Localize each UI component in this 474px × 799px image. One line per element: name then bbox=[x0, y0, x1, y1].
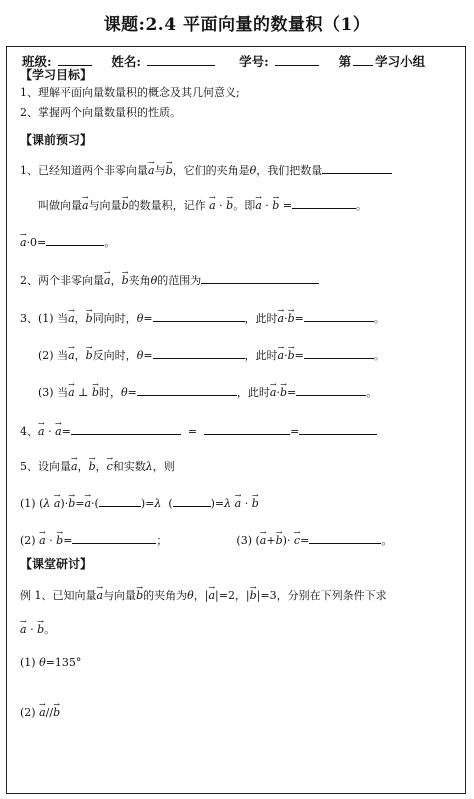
q3-1-dot-blank[interactable] bbox=[304, 310, 374, 322]
objective-item: 2、掌握两个向量数量积的性质。 bbox=[20, 106, 181, 119]
q3-2-dot-blank[interactable] bbox=[304, 347, 374, 359]
q4-blank-2[interactable] bbox=[204, 423, 290, 435]
zero-vector-line: → a·0= 。 bbox=[20, 234, 115, 250]
page-title: 课题:2.4 平面向量的数量积（1） bbox=[103, 15, 371, 35]
q2-line: 2、两个非零向量→ a，→ b夹角θ的范围为 bbox=[20, 272, 319, 288]
id-blank[interactable] bbox=[275, 53, 319, 66]
q1-line2: 叫做向量→ a与向量→ b的数量积，记作 → a · → b。即→ a · → b = 。 bbox=[38, 197, 367, 213]
example1-line2: → a · → b。 bbox=[20, 623, 55, 637]
q3-3-dot-blank[interactable] bbox=[296, 384, 366, 396]
group-blank[interactable] bbox=[353, 53, 373, 66]
q5-line: 5、设向量→ a，→ b，→ c和实数λ，则 bbox=[20, 460, 175, 474]
q3-2-line: (2) 当→ a，→ b反向时，θ= ，此时→ a·→ b= 。 bbox=[38, 347, 385, 363]
q5-property-1: (1) (λ → a)·→ b=→ a·( )=λ ( )=λ → a · → b bbox=[20, 495, 259, 511]
q3-3-theta-blank[interactable] bbox=[137, 384, 237, 396]
q3-1-line: 3、(1) 当→ a，→ b同向时，θ= ，此时→ a·→ b= 。 bbox=[20, 310, 385, 326]
q3-1-theta-blank[interactable] bbox=[153, 310, 245, 322]
class-heading: 【课堂研讨】 bbox=[20, 557, 93, 571]
q4-line: 4、→ a · → a= = = bbox=[20, 423, 377, 439]
p3-blank[interactable] bbox=[309, 532, 381, 544]
case-1: (1) θ=135° bbox=[20, 656, 82, 669]
preview-heading: 【课前预习】 bbox=[20, 133, 93, 147]
id-label: 学号: bbox=[239, 54, 269, 69]
p1-blank-2[interactable] bbox=[173, 495, 211, 507]
q1-line1: 1、已经知道两个非零向量→ a与→ b，它们的夹角是θ，我们把数量 bbox=[20, 162, 392, 178]
q1-dot-blank[interactable] bbox=[292, 197, 356, 209]
case-2: (2) → a//→ b bbox=[20, 706, 60, 720]
q4-blank-1[interactable] bbox=[71, 423, 181, 435]
name-blank[interactable] bbox=[147, 53, 215, 66]
p1-blank-1[interactable] bbox=[99, 495, 141, 507]
group-suffix: 学习小组 bbox=[375, 54, 426, 69]
class-blank[interactable] bbox=[58, 53, 92, 66]
q4-blank-3[interactable] bbox=[299, 423, 377, 435]
worksheet-frame bbox=[6, 46, 466, 794]
q5-property-2-3: (2) → a · → b= ； (3) (→ a+→ b)· → c= 。 bbox=[20, 532, 392, 548]
objectives-heading: 【学习目标】 bbox=[20, 68, 93, 82]
group-prefix: 第 bbox=[338, 54, 352, 69]
name-label: 姓名: bbox=[111, 54, 142, 69]
class-label: 班级: bbox=[22, 54, 52, 69]
objective-item: 1、理解平面向量数量积的概念及其几何意义; bbox=[20, 86, 240, 99]
example1-line1: 例 1、已知向量→ a与向量→ b的夹角为θ，|→ a|=2，|→ b|=3，分别在下列条件下求 bbox=[20, 589, 387, 603]
p2-blank[interactable] bbox=[72, 532, 156, 544]
zero-blank[interactable] bbox=[46, 234, 104, 246]
q1-blank[interactable] bbox=[322, 162, 392, 174]
q3-2-theta-blank[interactable] bbox=[153, 347, 245, 359]
q3-3-line: (3) 当→ a ⊥ → b时，θ= ，此时→ a·→ b= 。 bbox=[38, 384, 377, 400]
q2-blank[interactable] bbox=[201, 272, 319, 284]
